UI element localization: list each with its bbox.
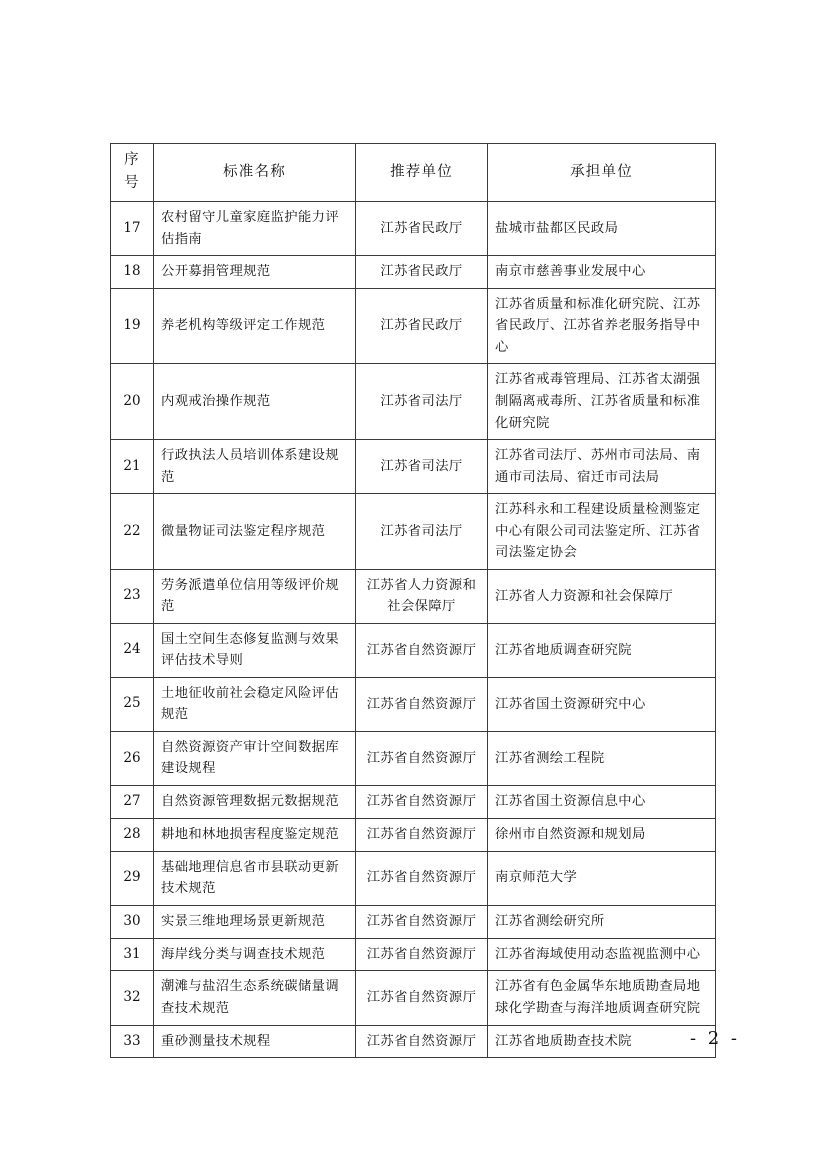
table-row	[111, 677, 716, 731]
cell-standard-name: 海岸线分类与调查技术规范	[154, 938, 356, 971]
cell-undertaking-unit: 江苏省司法厅、苏州市司法局、南通市司法局、宿迁市司法局	[488, 440, 716, 494]
table-row	[111, 623, 716, 677]
cell-recommending-unit: 江苏省自然资源厅	[356, 938, 488, 971]
table-row	[111, 256, 716, 289]
page-number: - 2 -	[689, 1028, 740, 1049]
cell-sequence: 31	[111, 938, 154, 971]
table-header-row	[111, 144, 716, 202]
cell-sequence: 21	[111, 440, 154, 494]
table-row	[111, 731, 716, 785]
cell-recommending-unit: 江苏省司法厅	[356, 440, 488, 494]
cell-standard-name: 养老机构等级评定工作规范	[154, 288, 356, 364]
cell-recommending-unit: 江苏省自然资源厅	[356, 731, 488, 785]
column-header-standard-name: 标准名称	[154, 144, 356, 202]
cell-standard-name: 自然资源资产审计空间数据库建设规程	[154, 731, 356, 785]
cell-standard-name: 国土空间生态修复监测与效果评估技术导则	[154, 623, 356, 677]
cell-sequence: 26	[111, 731, 154, 785]
cell-undertaking-unit: 江苏省测绘研究所	[488, 905, 716, 938]
cell-undertaking-unit: 江苏省海域使用动态监视监测中心	[488, 938, 716, 971]
cell-undertaking-unit: 徐州市自然资源和规划局	[488, 818, 716, 851]
cell-recommending-unit: 江苏省自然资源厅	[356, 905, 488, 938]
cell-undertaking-unit: 江苏省有色金属华东地质勘查局地球化学勘查与海洋地质调查研究院	[488, 971, 716, 1025]
cell-standard-name: 劳务派遣单位信用等级评价规范	[154, 569, 356, 623]
table-row	[111, 440, 716, 494]
cell-undertaking-unit: 江苏省国土资源研究中心	[488, 677, 716, 731]
cell-sequence: 23	[111, 569, 154, 623]
standards-table	[110, 143, 716, 1058]
cell-sequence: 29	[111, 851, 154, 905]
table-header	[111, 144, 716, 202]
cell-standard-name: 实景三维地理场景更新规范	[154, 905, 356, 938]
table-row	[111, 288, 716, 364]
cell-undertaking-unit: 江苏省地质勘查技术院	[488, 1025, 716, 1058]
table-row	[111, 785, 716, 818]
cell-standard-name: 土地征收前社会稳定风险评估规范	[154, 677, 356, 731]
cell-undertaking-unit: 南京师范大学	[488, 851, 716, 905]
cell-recommending-unit: 江苏省自然资源厅	[356, 677, 488, 731]
cell-sequence: 17	[111, 201, 154, 255]
table-row	[111, 971, 716, 1025]
cell-recommending-unit: 江苏省自然资源厅	[356, 1025, 488, 1058]
cell-undertaking-unit: 江苏省人力资源和社会保障厅	[488, 569, 716, 623]
cell-recommending-unit: 江苏省民政厅	[356, 288, 488, 364]
table-body	[111, 201, 716, 1057]
column-header-recommending-unit: 推荐单位	[356, 144, 488, 202]
table-row	[111, 569, 716, 623]
cell-undertaking-unit: 江苏科永和工程建设质量检测鉴定中心有限公司司法鉴定所、江苏省司法鉴定协会	[488, 494, 716, 570]
cell-undertaking-unit: 江苏省地质调查研究院	[488, 623, 716, 677]
cell-standard-name: 内观戒治操作规范	[154, 364, 356, 440]
cell-recommending-unit: 江苏省自然资源厅	[356, 851, 488, 905]
cell-recommending-unit: 江苏省司法厅	[356, 364, 488, 440]
cell-standard-name: 自然资源管理数据元数据规范	[154, 785, 356, 818]
cell-undertaking-unit: 南京市慈善事业发展中心	[488, 256, 716, 289]
cell-standard-name: 潮滩与盐沼生态系统碳储量调查技术规范	[154, 971, 356, 1025]
cell-standard-name: 耕地和林地损害程度鉴定规范	[154, 818, 356, 851]
cell-sequence: 18	[111, 256, 154, 289]
table-row	[111, 851, 716, 905]
cell-recommending-unit: 江苏省自然资源厅	[356, 818, 488, 851]
cell-undertaking-unit: 江苏省戒毒管理局、江苏省太湖强制隔离戒毒所、江苏省质量和标准化研究院	[488, 364, 716, 440]
column-header-sequence: 序号	[111, 144, 154, 202]
table-row	[111, 201, 716, 255]
cell-sequence: 32	[111, 971, 154, 1025]
cell-undertaking-unit: 江苏省质量和标准化研究院、江苏省民政厅、江苏省养老服务指导中心	[488, 288, 716, 364]
cell-sequence: 30	[111, 905, 154, 938]
cell-undertaking-unit: 江苏省测绘工程院	[488, 731, 716, 785]
cell-standard-name: 重砂测量技术规程	[154, 1025, 356, 1058]
cell-recommending-unit: 江苏省自然资源厅	[356, 623, 488, 677]
cell-standard-name: 农村留守儿童家庭监护能力评估指南	[154, 201, 356, 255]
cell-undertaking-unit: 盐城市盐都区民政局	[488, 201, 716, 255]
table-row	[111, 818, 716, 851]
column-header-undertaking-unit: 承担单位	[488, 144, 716, 202]
cell-standard-name: 微量物证司法鉴定程序规范	[154, 494, 356, 570]
cell-sequence: 28	[111, 818, 154, 851]
cell-recommending-unit: 江苏省司法厅	[356, 494, 488, 570]
cell-sequence: 24	[111, 623, 154, 677]
cell-sequence: 25	[111, 677, 154, 731]
table-row	[111, 905, 716, 938]
cell-sequence: 20	[111, 364, 154, 440]
cell-standard-name: 基础地理信息省市县联动更新技术规范	[154, 851, 356, 905]
table-row	[111, 494, 716, 570]
cell-sequence: 19	[111, 288, 154, 364]
table-row	[111, 938, 716, 971]
cell-sequence: 27	[111, 785, 154, 818]
standards-table-container	[110, 143, 715, 1058]
cell-sequence: 33	[111, 1025, 154, 1058]
cell-recommending-unit: 江苏省民政厅	[356, 201, 488, 255]
cell-recommending-unit: 江苏省民政厅	[356, 256, 488, 289]
cell-recommending-unit: 江苏省人力资源和社会保障厅	[356, 569, 488, 623]
cell-standard-name: 行政执法人员培训体系建设规范	[154, 440, 356, 494]
cell-standard-name: 公开募捐管理规范	[154, 256, 356, 289]
cell-sequence: 22	[111, 494, 154, 570]
cell-undertaking-unit: 江苏省国土资源信息中心	[488, 785, 716, 818]
cell-recommending-unit: 江苏省自然资源厅	[356, 971, 488, 1025]
cell-recommending-unit: 江苏省自然资源厅	[356, 785, 488, 818]
table-row	[111, 364, 716, 440]
